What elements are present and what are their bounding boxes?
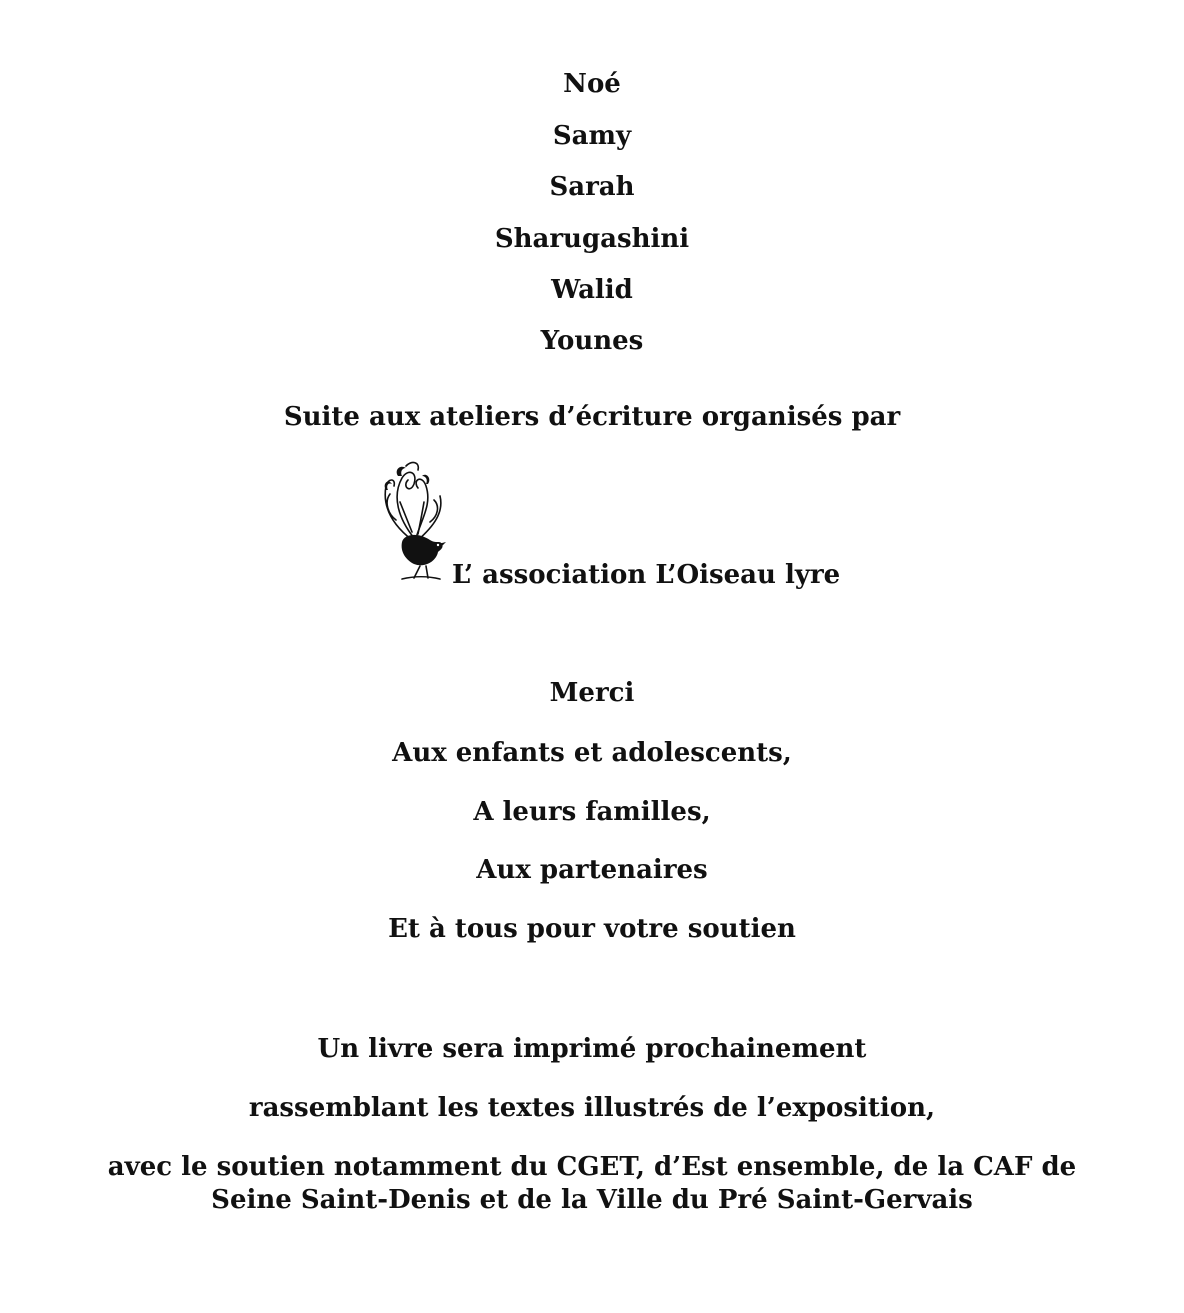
participant-name: Samy	[552, 121, 632, 151]
participant-name: Sarah	[549, 172, 635, 202]
thanks-line: Et à tous pour votre soutien	[388, 914, 796, 944]
association-name: L’ association L’Oiseau lyre	[452, 560, 841, 590]
book-line: Un livre sera imprimé prochainement	[317, 1034, 867, 1064]
intro-text: Suite aux ateliers d’écriture organisés par	[283, 402, 901, 432]
book-line: Seine Saint-Denis et de la Ville du Pré Saint-Gervais	[211, 1185, 973, 1215]
lyrebird-logo-icon	[378, 456, 448, 584]
thanks-title: Merci	[549, 678, 635, 708]
book-line: avec le soutien notamment du CGET, d’Est ensemble, de la CAF de	[107, 1152, 1077, 1182]
participant-name: Walid	[551, 275, 633, 305]
thanks-line: Aux partenaires	[476, 855, 708, 885]
thanks-line: A leurs familles,	[473, 797, 711, 827]
book-line: rassemblant les textes illustrés de l’exposition,	[248, 1093, 936, 1123]
participant-name: Younes	[540, 326, 644, 356]
thanks-line: Aux enfants et adolescents,	[392, 738, 792, 768]
participant-name: Noé	[563, 69, 621, 99]
participant-name: Sharugashini	[494, 224, 690, 254]
